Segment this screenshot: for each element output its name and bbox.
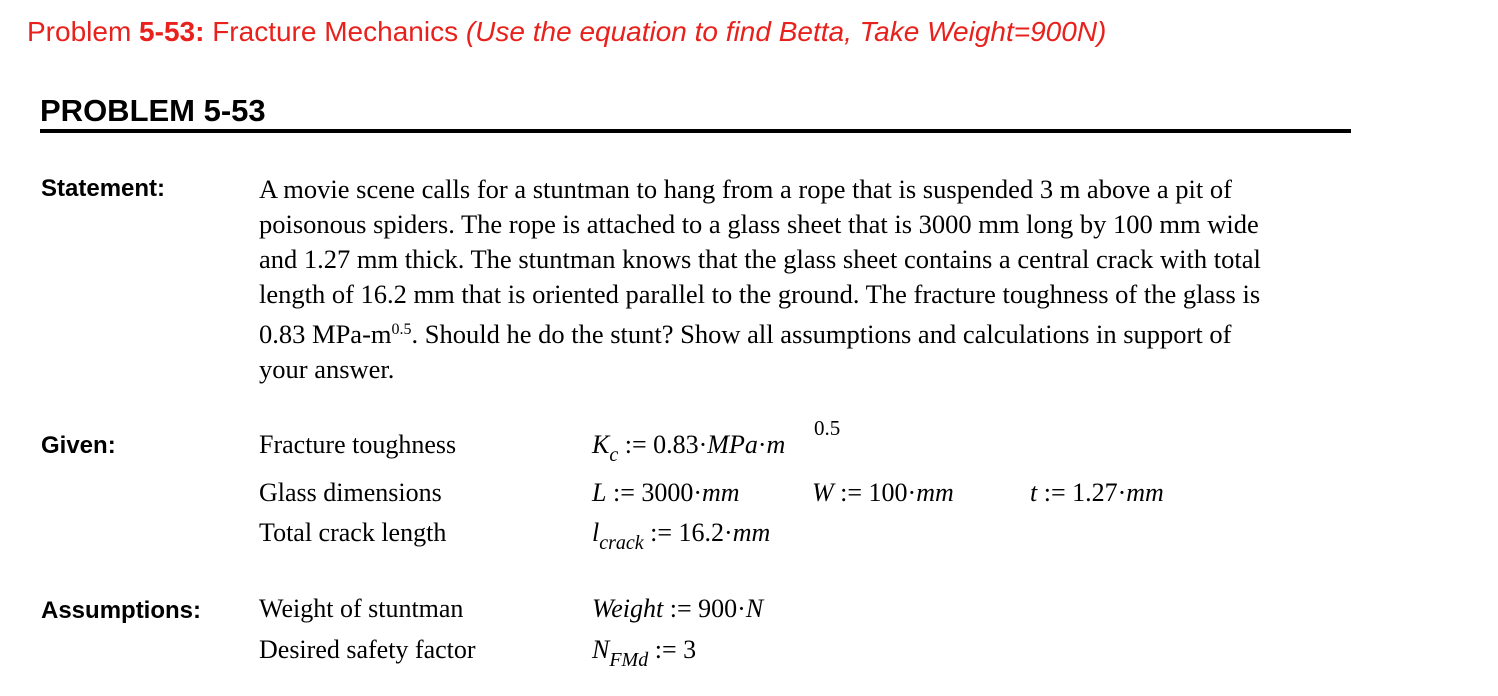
weight-symbol: Weight <box>592 594 664 623</box>
width-symbol: W <box>812 478 834 507</box>
problem-title-line <box>27 16 1106 48</box>
crack-subscript: crack <box>599 532 644 554</box>
given-desc-toughness: Fracture toughness <box>259 430 457 459</box>
statement-line5-start: 0.83 MPa-m <box>259 319 392 349</box>
crack-symbol: l <box>592 518 600 547</box>
problem-number: 5-53: <box>139 16 205 47</box>
given-desc-dimensions: Glass dimensions <box>259 478 442 507</box>
kc-equation <box>592 430 786 466</box>
given-desc-crack: Total crack length <box>259 518 447 547</box>
statement-label: Statement: <box>41 175 166 202</box>
weight-assign: := 900· <box>663 594 746 623</box>
statement-line: length of 16.2 mm that is oriented parallel to the ground. The fracture toughness of the glass is <box>259 279 1261 309</box>
width-unit: mm <box>916 478 954 507</box>
length-equation <box>592 478 740 508</box>
kc-assign: := 0.83· <box>618 430 708 459</box>
length-unit: mm <box>702 478 740 507</box>
statement-exponent: 0.5 <box>391 321 412 338</box>
thickness-equation <box>1030 478 1164 508</box>
statement-line: poisonous spiders. The rope is attached to a glass sheet that is 3000 mm long by 100 mm wide <box>259 209 1259 239</box>
statement-line5-end: . Should he do the stunt? Show all assumptions and calculations in support of <box>411 319 1232 349</box>
kc-dot: · <box>757 430 767 459</box>
kc-symbol: K <box>592 430 610 459</box>
crack-unit: mm <box>732 518 771 547</box>
safety-factor-symbol: N <box>592 635 610 664</box>
assumption-desc-safety: Desired safety factor <box>259 635 476 664</box>
statement-line: and 1.27 mm thick. The stuntman knows that the glass sheet contains a central crack with total <box>259 244 1261 274</box>
width-equation <box>812 478 954 508</box>
thickness-symbol: t <box>1030 478 1038 507</box>
crack-equation <box>592 518 771 554</box>
thickness-assign: := 1.27· <box>1037 478 1127 507</box>
title-prefix: Problem <box>27 16 140 47</box>
kc-exponent: 0.5 <box>814 416 841 440</box>
given-label: Given: <box>41 432 116 459</box>
assumption-desc-weight: Weight of stuntman <box>259 594 464 623</box>
assumptions-label: Assumptions: <box>41 597 202 624</box>
weight-equation <box>592 594 763 624</box>
problem-instruction: (Use the equation to find Betta, Take Weight=900N) <box>465 16 1107 47</box>
width-assign: := 100· <box>833 478 917 507</box>
statement-line: A movie scene calls for a stuntman to hang from a rope that is suspended 3 m above a pit of <box>259 174 1232 204</box>
crack-assign: := 16.2· <box>643 518 733 547</box>
safety-factor-equation <box>592 635 697 671</box>
statement-line: your answer. <box>259 354 395 384</box>
length-symbol: L <box>592 478 607 507</box>
weight-unit: N <box>745 594 764 623</box>
kc-unit-m: m <box>766 430 786 459</box>
problem-topic: Fracture Mechanics <box>204 16 466 47</box>
statement-line <box>259 317 1459 352</box>
kc-subscript: c <box>609 444 619 466</box>
statement-text <box>259 172 1459 387</box>
kc-unit-mpa: MPa <box>707 430 758 459</box>
safety-factor-assign: := 3 <box>648 635 697 664</box>
problem-heading: PROBLEM 5-53 <box>40 93 1351 133</box>
thickness-unit: mm <box>1126 478 1164 507</box>
safety-factor-subscript: FMd <box>609 649 649 671</box>
length-assign: := 3000· <box>606 478 703 507</box>
